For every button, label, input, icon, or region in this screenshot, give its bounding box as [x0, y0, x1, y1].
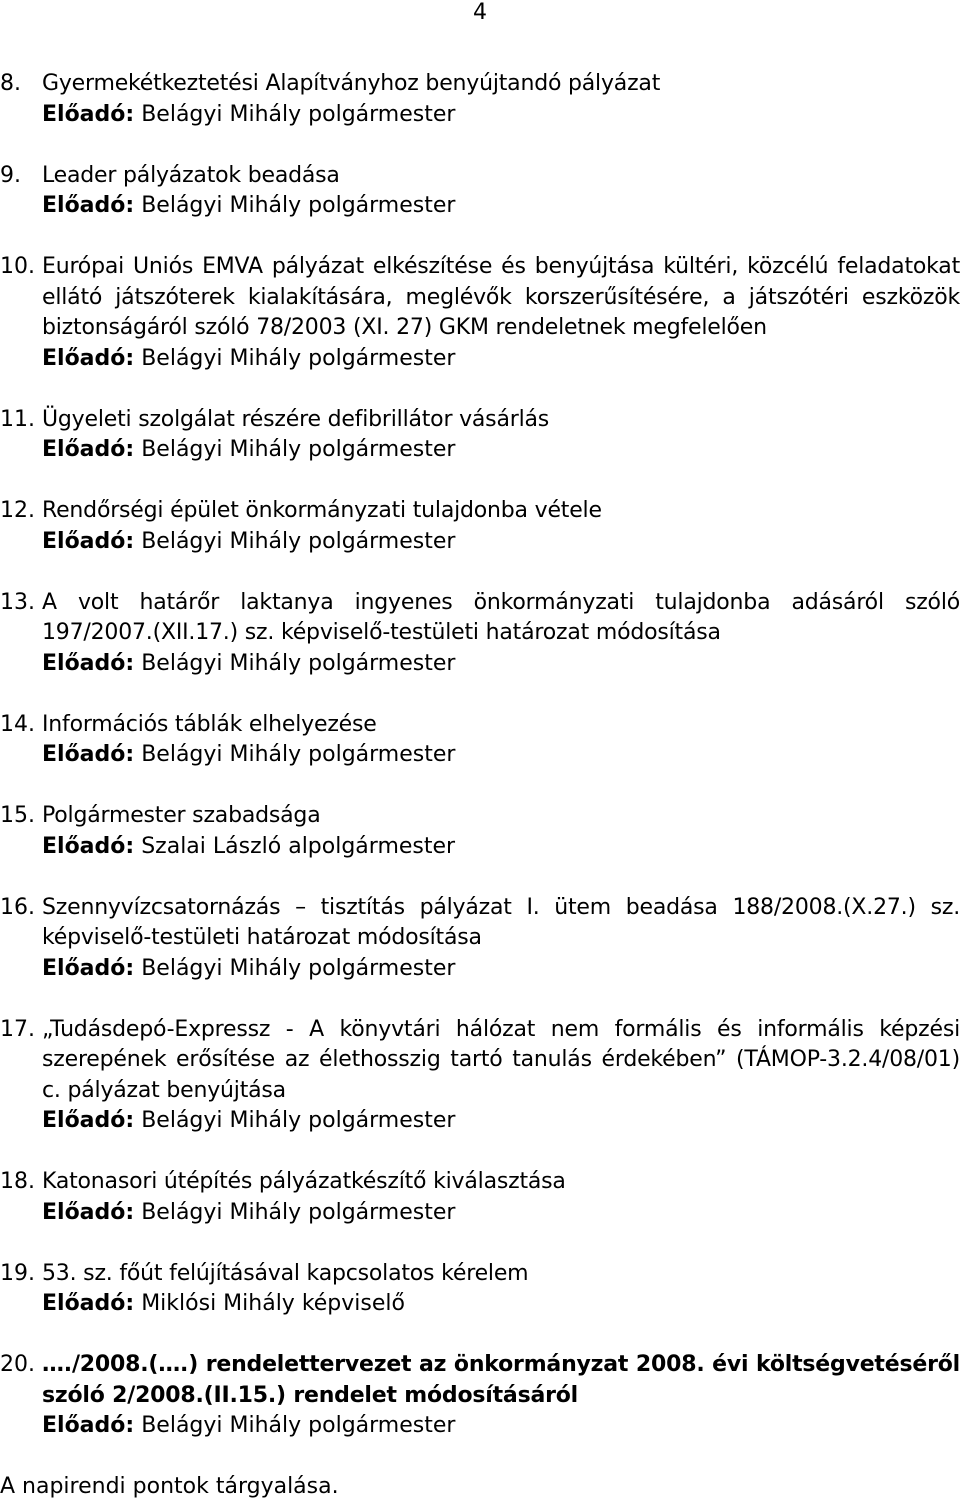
item-number: 8. — [0, 71, 21, 96]
agenda-list — [0, 69, 960, 1503]
presenter-label: Előadó: — [42, 345, 135, 371]
presenter-name: Belágyi Mihály polgármester — [141, 955, 456, 981]
item-number: 13. — [0, 589, 35, 615]
item-number: 20. — [0, 1352, 35, 1377]
agenda-item — [0, 588, 960, 680]
agenda-item — [0, 405, 960, 466]
presenter-label: Előadó: — [42, 650, 135, 676]
item-title: Rendőrségi épület önkormányzati tulajdonba vétele — [42, 498, 602, 523]
presenter-name: Belágyi Mihály polgármester — [141, 1108, 456, 1133]
item-presenter — [42, 527, 960, 558]
item-title: …./2008.(….) rendelettervezet az önkormányzat 2008. évi költségvetéséről szóló 2/2008.(II.15.) rendelet módosításáról — [42, 1352, 960, 1408]
agenda-item — [0, 252, 960, 374]
presenter-name: Belágyi Mihály polgármester — [141, 345, 456, 371]
item-number: 11. — [0, 406, 35, 432]
presenter-name: Miklósi Mihály képviselő — [141, 1291, 405, 1316]
page-number: 4 — [473, 0, 487, 25]
item-body — [42, 710, 960, 771]
presenter-name: Belágyi Mihály polgármester — [141, 528, 456, 554]
presenter-name: Belágyi Mihály polgármester — [141, 650, 456, 676]
item-title: A volt határőr laktanya ingyenes önkormányzati tulajdonba adásáról szóló 197/2007.(XII.17.) sz. képviselő-testületi határozat módosítása — [42, 589, 960, 645]
item-number: 14. — [0, 711, 35, 737]
presenter-name: Belágyi Mihály polgármester — [141, 742, 456, 767]
agenda-item — [0, 1259, 960, 1320]
agenda-item — [0, 161, 960, 222]
item-presenter — [42, 1106, 960, 1137]
presenter-label: Előadó: — [42, 742, 135, 767]
presenter-label: Előadó: — [42, 1291, 135, 1316]
item-body — [42, 496, 960, 557]
item-title: Leader pályázatok beadása — [42, 162, 340, 188]
presenter-name: Belágyi Mihály polgármester — [141, 1413, 456, 1438]
item-body — [42, 1167, 960, 1228]
agenda-item — [0, 69, 960, 130]
item-number: 17. — [0, 1016, 35, 1042]
presenter-name: Belágyi Mihály polgármester — [141, 193, 456, 218]
item-title: Információs táblák elhelyezése — [42, 711, 377, 737]
item-presenter — [42, 649, 960, 680]
item-body — [42, 801, 960, 862]
item-presenter — [42, 1289, 960, 1320]
item-body — [42, 405, 960, 466]
item-title: „Tudásdepó-Expressz - A könyvtári hálózat nem formális és informális képzési szerepének erősítése az élethosszig tartó tanulás érdekében” (TÁMOP-3.2.4/08/01) c. pályázat benyújtása — [42, 1016, 960, 1103]
item-presenter — [42, 1411, 960, 1442]
item-title: Gyermekétkeztetési Alapítványhoz benyújtandó pályázat — [42, 71, 661, 96]
closing-note: A napirendi pontok tárgyalása. — [0, 1474, 339, 1499]
presenter-label: Előadó: — [42, 1108, 135, 1133]
agenda-item — [0, 1167, 960, 1228]
item-number: 15. — [0, 803, 35, 828]
item-body — [42, 1259, 960, 1320]
presenter-label: Előadó: — [42, 833, 135, 859]
item-presenter — [42, 954, 960, 985]
item-presenter — [42, 1198, 960, 1229]
presenter-name: Belágyi Mihály polgármester — [141, 101, 456, 127]
item-body — [42, 893, 960, 985]
item-presenter — [42, 100, 960, 131]
item-number: 10. — [0, 254, 35, 279]
presenter-label: Előadó: — [42, 193, 135, 218]
item-number: 18. — [0, 1169, 35, 1194]
presenter-name: Belágyi Mihály polgármester — [141, 1199, 456, 1225]
item-body — [42, 1350, 960, 1442]
item-body — [42, 161, 960, 222]
item-body — [42, 588, 960, 680]
item-body — [42, 1015, 960, 1137]
presenter-label: Előadó: — [42, 955, 135, 981]
presenter-label: Előadó: — [42, 437, 135, 462]
item-presenter — [42, 435, 960, 466]
presenter-label: Előadó: — [42, 528, 135, 554]
presenter-label: Előadó: — [42, 1199, 135, 1225]
item-title: Szennyvízcsatornázás – tisztítás pályázat I. ütem beadása 188/2008.(X.27.) sz. képviselő-testületi határozat módosítása — [42, 894, 960, 950]
item-number: 16. — [0, 894, 35, 920]
item-body — [42, 69, 960, 130]
item-presenter — [42, 832, 960, 863]
agenda-item — [0, 1350, 960, 1442]
item-number: 12. — [0, 498, 35, 523]
item-presenter — [42, 191, 960, 222]
item-title: Katonasori útépítés pályázatkészítő kiválasztása — [42, 1169, 566, 1194]
item-title: Polgármester szabadsága — [42, 803, 321, 828]
agenda-item — [0, 1015, 960, 1137]
item-title: 53. sz. főút felújításával kapcsolatos kérelem — [42, 1260, 529, 1286]
item-body — [42, 252, 960, 374]
presenter-label: Előadó: — [42, 1413, 135, 1438]
item-title: Európai Uniós EMVA pályázat elkészítése és benyújtása kültéri, közcélú feladatokat ellátó játszóterek kialakítására, meglévők korszerűsítésére, a játszótéri eszközök biztonságáról szóló 78/2003 (XI. 27) GKM rendeletnek megfelelően — [42, 254, 960, 340]
item-presenter — [42, 740, 960, 771]
agenda-item — [0, 710, 960, 771]
presenter-name: Belágyi Mihály polgármester — [141, 437, 456, 462]
agenda-item — [0, 496, 960, 557]
presenter-label: Előadó: — [42, 101, 135, 127]
item-presenter — [42, 344, 960, 375]
item-title: Ügyeleti szolgálat részére defibrillátor vásárlás — [42, 406, 550, 432]
presenter-name: Szalai László alpolgármester — [141, 833, 456, 859]
item-number: 9. — [0, 162, 21, 188]
item-number: 19. — [0, 1260, 35, 1286]
agenda-item — [0, 801, 960, 862]
agenda-item — [0, 893, 960, 985]
